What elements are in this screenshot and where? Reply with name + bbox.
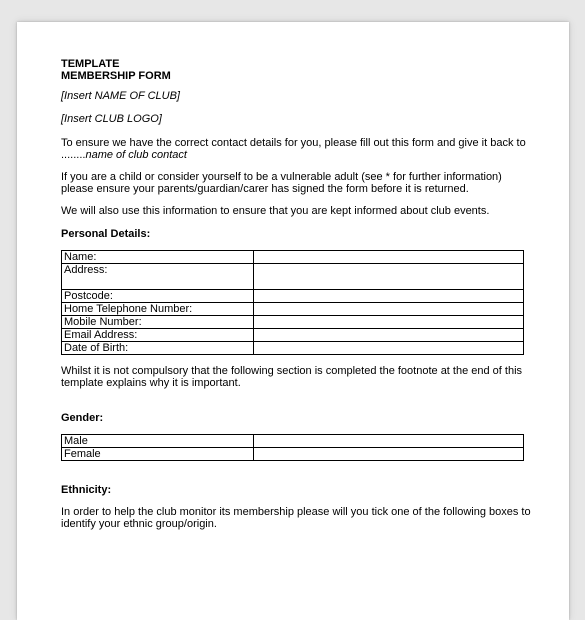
ethnicity-line-1: In order to help the club monitor its membership please will you tick one of the following boxes to bbox=[61, 506, 531, 518]
optional-note-paragraph bbox=[61, 365, 531, 389]
female-field[interactable] bbox=[254, 448, 524, 461]
gender-table bbox=[61, 434, 524, 461]
intro-paragraph bbox=[61, 137, 531, 161]
intro-line-2 bbox=[61, 149, 531, 161]
personal-details-heading: Personal Details: bbox=[61, 228, 151, 240]
address-field[interactable] bbox=[254, 264, 524, 290]
name-field[interactable] bbox=[254, 251, 524, 264]
mobile-number-label: Mobile Number: bbox=[62, 316, 254, 329]
email-address-label: Email Address: bbox=[62, 329, 254, 342]
date-of-birth-field[interactable] bbox=[254, 342, 524, 355]
postcode-field[interactable] bbox=[254, 290, 524, 303]
document-content bbox=[61, 58, 531, 530]
document-page bbox=[17, 22, 569, 620]
name-label: Name: bbox=[62, 251, 254, 264]
gender-heading: Gender: bbox=[61, 412, 104, 424]
vulnerable-line-2: please ensure your parents/guardian/carer has signed the form before it is returned. bbox=[61, 183, 469, 195]
ethnicity-paragraph bbox=[61, 506, 531, 530]
ethnicity-heading: Ethnicity: bbox=[61, 484, 112, 496]
events-line: We will also use this information to ensure that you are kept informed about club events. bbox=[61, 205, 490, 217]
table-row bbox=[62, 329, 524, 342]
club-logo-placeholder: [Insert CLUB LOGO] bbox=[61, 113, 162, 125]
postcode-label: Postcode: bbox=[62, 290, 254, 303]
email-address-field[interactable] bbox=[254, 329, 524, 342]
mobile-number-field[interactable] bbox=[254, 316, 524, 329]
male-label: Male bbox=[62, 435, 254, 448]
home-telephone-field[interactable] bbox=[254, 303, 524, 316]
optional-note-line-1: Whilst it is not compulsory that the following section is completed the footnote at the end of this bbox=[61, 365, 523, 377]
template-label: TEMPLATE bbox=[61, 58, 120, 70]
female-label: Female bbox=[62, 448, 254, 461]
club-contact-placeholder: name of club contact bbox=[85, 149, 187, 161]
intro-line-1: To ensure we have the correct contact details for you, please fill out this form and give it back to bbox=[61, 137, 526, 149]
form-title: MEMBERSHIP FORM bbox=[61, 70, 171, 82]
contact-dots: ........ bbox=[61, 149, 86, 161]
table-row bbox=[62, 251, 524, 264]
date-of-birth-label: Date of Birth: bbox=[62, 342, 254, 355]
table-row bbox=[62, 290, 524, 303]
events-paragraph bbox=[61, 205, 531, 217]
table-row bbox=[62, 316, 524, 329]
table-row bbox=[62, 264, 524, 290]
table-row bbox=[62, 448, 524, 461]
ethnicity-line-2: identify your ethnic group/origin. bbox=[61, 518, 217, 530]
vulnerable-paragraph bbox=[61, 171, 531, 195]
home-telephone-label: Home Telephone Number: bbox=[62, 303, 254, 316]
vulnerable-line-1: If you are a child or consider yourself to be a vulnerable adult (see * for further information) bbox=[61, 171, 502, 183]
male-field[interactable] bbox=[254, 435, 524, 448]
table-row bbox=[62, 342, 524, 355]
table-row bbox=[62, 435, 524, 448]
personal-details-table bbox=[61, 250, 524, 355]
table-row bbox=[62, 303, 524, 316]
optional-note-line-2: template explains why it is important. bbox=[61, 377, 241, 389]
address-label: Address: bbox=[62, 264, 254, 290]
club-name-placeholder: [Insert NAME OF CLUB] bbox=[61, 90, 180, 102]
